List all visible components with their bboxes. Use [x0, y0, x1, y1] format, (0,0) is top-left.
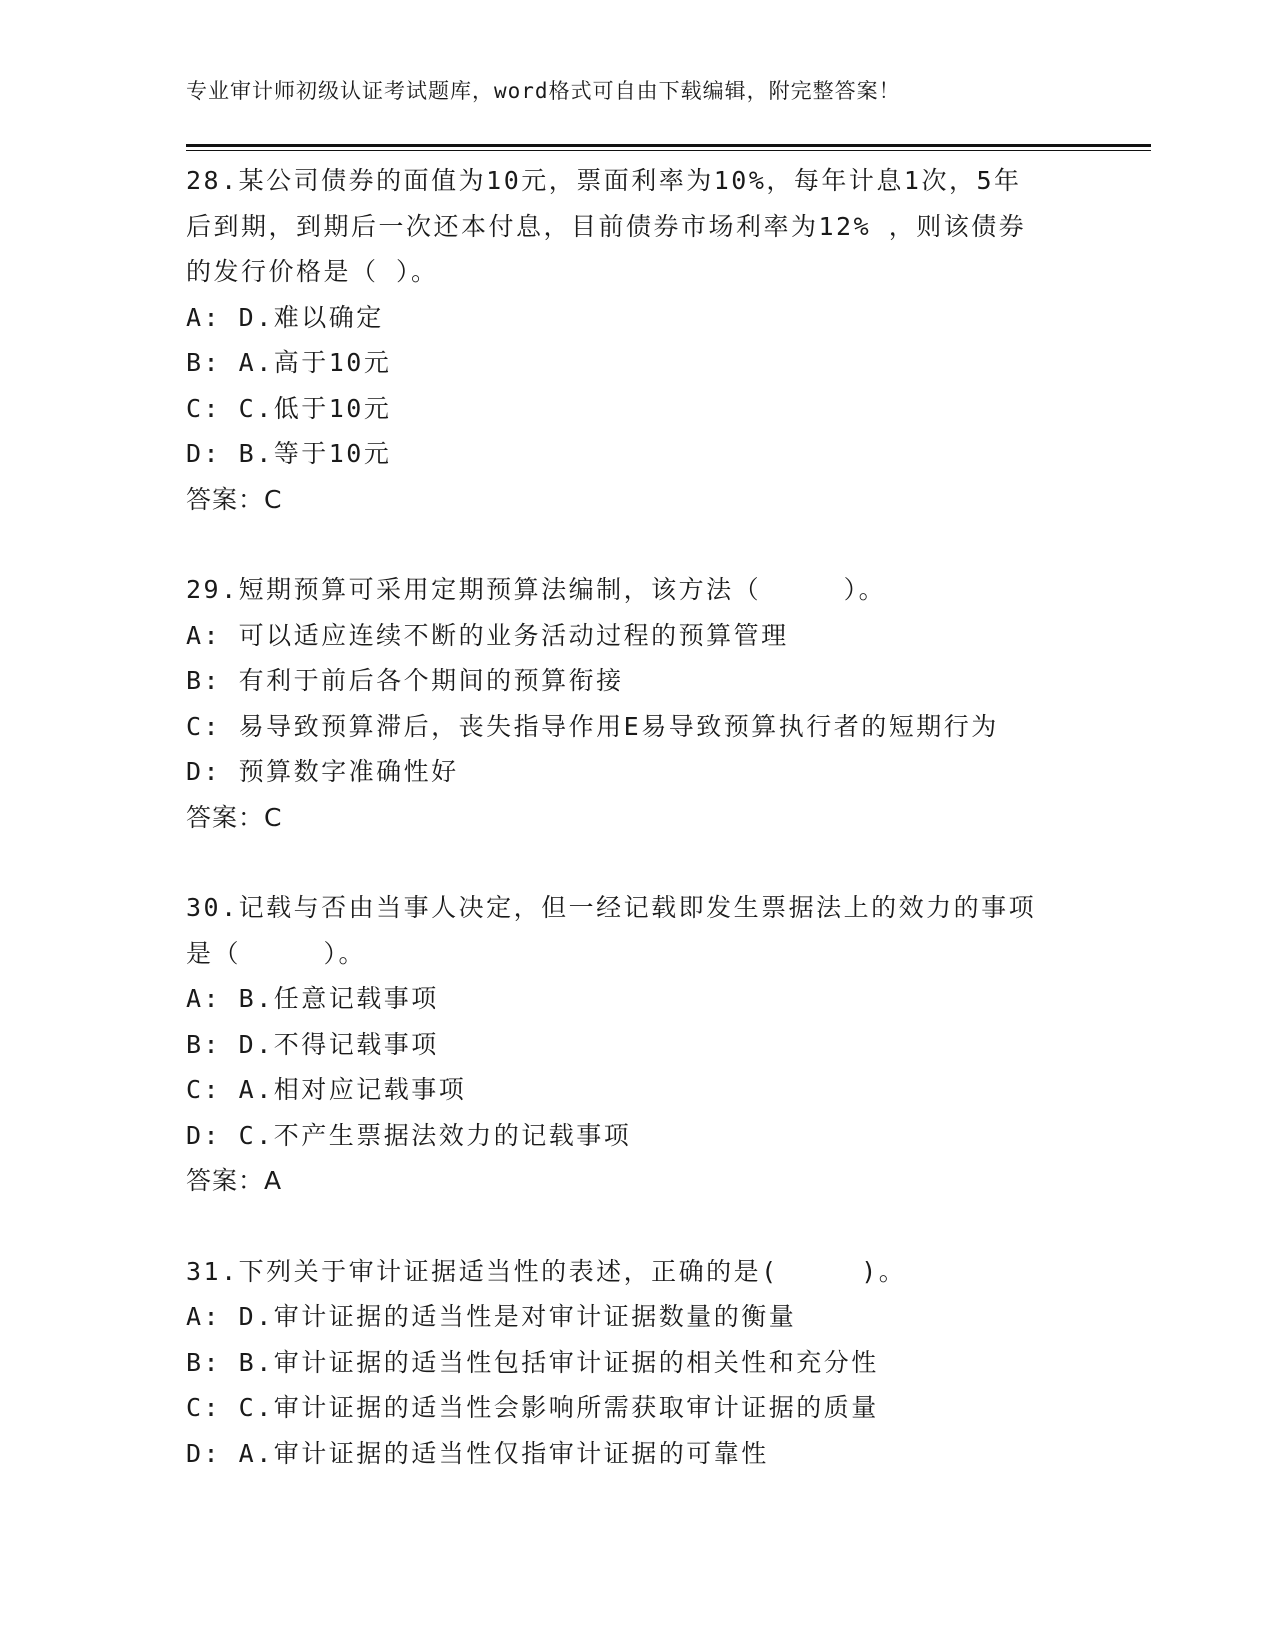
option-a: A: D.难以确定: [186, 302, 384, 332]
question-stem: 29.短期预算可采用定期预算法编制，该方法（ ）。: [186, 575, 887, 604]
option-d: D: 预算数字准确性好: [186, 757, 459, 786]
option-a: A: B.任意记载事项: [186, 984, 439, 1013]
option-b: B: 有利于前后各个期间的预算衔接: [186, 666, 624, 695]
header-divider-thin: [186, 150, 1151, 151]
header-divider-thick: [186, 144, 1151, 147]
answer-text: 答案：A: [186, 1166, 283, 1195]
option-c: C: C.低于10元: [186, 393, 392, 423]
option-b: B: B.审计证据的适当性包括审计证据的相关性和充分性: [186, 1347, 879, 1377]
question-list: [186, 158, 1086, 1476]
option-c: C: 易导致预算滞后，丧失指导作用E易导致预算执行者的短期行为: [186, 711, 999, 741]
option-a: A: D.审计证据的适当性是对审计证据数量的衡量: [186, 1302, 797, 1331]
question-stem: 30.记载与否由当事人决定，但一经记载即发生票据法上的效力的事项是（ ）。: [186, 893, 1037, 968]
answer-text: 答案：C: [186, 484, 283, 514]
answer-text: 答案：C: [186, 802, 283, 832]
option-d: D: C.不产生票据法效力的记载事项: [186, 1120, 632, 1150]
header-text: 专业审计师初级认证考试题库，word格式可自由下载编辑，附完整答案！: [186, 79, 901, 103]
option-c: C: A.相对应记载事项: [186, 1075, 467, 1104]
question-stem: 28.某公司债券的面值为10元，票面利率为10%，每年计息1次，5年后到期，到期后一次还本付息，目前债券市场利率为12% ，则该债券的发行价格是（ ）。: [186, 166, 1027, 286]
option-b: B: D.不得记载事项: [186, 1029, 439, 1059]
question-30: [186, 885, 1086, 1204]
option-c: C: C.审计证据的适当性会影响所需获取审计证据的质量: [186, 1393, 879, 1422]
option-d: D: B.等于10元: [186, 439, 392, 468]
question-31: [186, 1249, 1086, 1477]
question-28: [186, 158, 1086, 522]
option-a: A: 可以适应连续不断的业务活动过程的预算管理: [186, 620, 789, 650]
option-d: D: A.审计证据的适当性仅指审计证据的可靠性: [186, 1438, 769, 1468]
option-b: B: A.高于10元: [186, 348, 392, 377]
question-29: [186, 567, 1086, 840]
question-stem: 31.下列关于审计证据适当性的表述，正确的是( )。: [186, 1256, 907, 1286]
